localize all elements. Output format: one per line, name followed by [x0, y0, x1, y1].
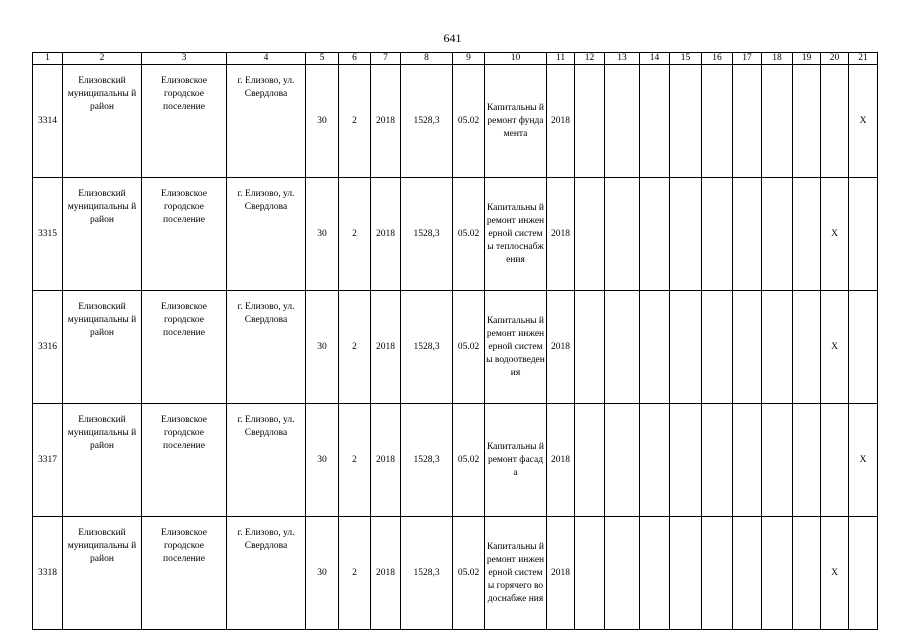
empty-cell: [702, 517, 733, 630]
work-type: Капитальны й ремонт фундамента: [485, 65, 547, 178]
empty-cell: [575, 178, 605, 291]
value-col-5: 30: [306, 178, 339, 291]
mark-col-21: X: [849, 404, 878, 517]
empty-cell: [670, 517, 702, 630]
register-table: [32, 52, 878, 630]
area-value: 1528,3: [401, 517, 453, 630]
value-col-6: 2: [339, 517, 371, 630]
work-type: Капитальны й ремонт инженерной системы водоотведен ия: [485, 291, 547, 404]
address: г. Елизово, ул. Свердлова: [227, 291, 306, 404]
address: г. Елизово, ул. Свердлова: [227, 404, 306, 517]
year-col-7: 2018: [371, 178, 401, 291]
value-col-5: 30: [306, 404, 339, 517]
empty-cell: [733, 65, 762, 178]
settlement: Елизовское городское поселение: [142, 65, 227, 178]
code-value: 05.02: [453, 65, 485, 178]
empty-cell: [640, 65, 670, 178]
column-number: 12: [575, 53, 605, 65]
empty-cell: [793, 517, 821, 630]
value-col-6: 2: [339, 404, 371, 517]
mark-col-21: [849, 517, 878, 630]
empty-cell: [575, 517, 605, 630]
code-value: 05.02: [453, 178, 485, 291]
empty-cell: [702, 404, 733, 517]
municipal-district: Елизовский муниципальны й район: [63, 65, 142, 178]
mark-col-21: [849, 178, 878, 291]
record-number: 3317: [33, 404, 63, 517]
column-number: 20: [821, 53, 849, 65]
settlement: Елизовское городское поселение: [142, 517, 227, 630]
empty-cell: [702, 291, 733, 404]
empty-cell: [762, 65, 793, 178]
mark-col-21: [849, 291, 878, 404]
work-type: Капитальны й ремонт инженерной системы горячего водоснабже ния: [485, 517, 547, 630]
record-number: 3316: [33, 291, 63, 404]
empty-cell: [733, 517, 762, 630]
value-col-5: 30: [306, 291, 339, 404]
empty-cell: [605, 517, 640, 630]
table-row: [33, 517, 878, 630]
table-row: [33, 291, 878, 404]
municipal-district: Елизовский муниципальны й район: [63, 178, 142, 291]
work-type: Капитальны й ремонт фасада: [485, 404, 547, 517]
empty-cell: [733, 404, 762, 517]
column-number: 7: [371, 53, 401, 65]
empty-cell: [733, 178, 762, 291]
mark-col-20: X: [821, 291, 849, 404]
mark-col-20: X: [821, 178, 849, 291]
empty-cell: [640, 517, 670, 630]
code-value: 05.02: [453, 404, 485, 517]
table-row: [33, 65, 878, 178]
column-number: 2: [63, 53, 142, 65]
year-col-11: 2018: [547, 404, 575, 517]
column-number: 10: [485, 53, 547, 65]
empty-cell: [605, 404, 640, 517]
empty-cell: [575, 291, 605, 404]
area-value: 1528,3: [401, 65, 453, 178]
column-number: 6: [339, 53, 371, 65]
year-col-11: 2018: [547, 65, 575, 178]
value-col-6: 2: [339, 65, 371, 178]
empty-cell: [640, 291, 670, 404]
record-number: 3314: [33, 65, 63, 178]
mark-col-20: [821, 65, 849, 178]
column-number: 3: [142, 53, 227, 65]
empty-cell: [793, 404, 821, 517]
settlement: Елизовское городское поселение: [142, 178, 227, 291]
value-col-5: 30: [306, 517, 339, 630]
municipal-district: Елизовский муниципальны й район: [63, 291, 142, 404]
column-number: 21: [849, 53, 878, 65]
mark-col-21: X: [849, 65, 878, 178]
value-col-6: 2: [339, 178, 371, 291]
mark-col-20: [821, 404, 849, 517]
empty-cell: [605, 291, 640, 404]
table-row: [33, 178, 878, 291]
year-col-7: 2018: [371, 65, 401, 178]
value-col-6: 2: [339, 291, 371, 404]
municipal-district: Елизовский муниципальны й район: [63, 517, 142, 630]
empty-cell: [605, 178, 640, 291]
column-number: 5: [306, 53, 339, 65]
empty-cell: [793, 178, 821, 291]
empty-cell: [670, 404, 702, 517]
mark-col-20: X: [821, 517, 849, 630]
column-number: 19: [793, 53, 821, 65]
empty-cell: [702, 178, 733, 291]
empty-cell: [640, 178, 670, 291]
empty-cell: [640, 404, 670, 517]
empty-cell: [670, 65, 702, 178]
year-col-7: 2018: [371, 517, 401, 630]
empty-cell: [762, 291, 793, 404]
work-type: Капитальны й ремонт инженерной системы теплоснабж ения: [485, 178, 547, 291]
address: г. Елизово, ул. Свердлова: [227, 65, 306, 178]
empty-cell: [605, 65, 640, 178]
settlement: Елизовское городское поселение: [142, 291, 227, 404]
area-value: 1528,3: [401, 291, 453, 404]
record-number: 3318: [33, 517, 63, 630]
column-number: 1: [33, 53, 63, 65]
empty-cell: [702, 65, 733, 178]
address: г. Елизово, ул. Свердлова: [227, 517, 306, 630]
empty-cell: [733, 291, 762, 404]
empty-cell: [762, 404, 793, 517]
column-number: 8: [401, 53, 453, 65]
empty-cell: [762, 178, 793, 291]
year-col-7: 2018: [371, 404, 401, 517]
column-number: 13: [605, 53, 640, 65]
empty-cell: [575, 404, 605, 517]
area-value: 1528,3: [401, 178, 453, 291]
column-number: 17: [733, 53, 762, 65]
column-number-row: [33, 53, 878, 65]
column-number: 14: [640, 53, 670, 65]
address: г. Елизово, ул. Свердлова: [227, 178, 306, 291]
empty-cell: [793, 291, 821, 404]
column-number: 16: [702, 53, 733, 65]
municipal-district: Елизовский муниципальны й район: [63, 404, 142, 517]
year-col-11: 2018: [547, 178, 575, 291]
page-number: 641: [443, 31, 462, 45]
code-value: 05.02: [453, 517, 485, 630]
code-value: 05.02: [453, 291, 485, 404]
record-number: 3315: [33, 178, 63, 291]
year-col-11: 2018: [547, 291, 575, 404]
empty-cell: [793, 65, 821, 178]
column-number: 18: [762, 53, 793, 65]
empty-cell: [762, 517, 793, 630]
empty-cell: [575, 65, 605, 178]
column-number: 4: [227, 53, 306, 65]
column-number: 11: [547, 53, 575, 65]
value-col-5: 30: [306, 65, 339, 178]
column-number: 15: [670, 53, 702, 65]
empty-cell: [670, 178, 702, 291]
table-row: [33, 404, 878, 517]
empty-cell: [670, 291, 702, 404]
area-value: 1528,3: [401, 404, 453, 517]
year-col-11: 2018: [547, 517, 575, 630]
column-number: 9: [453, 53, 485, 65]
settlement: Елизовское городское поселение: [142, 404, 227, 517]
year-col-7: 2018: [371, 291, 401, 404]
